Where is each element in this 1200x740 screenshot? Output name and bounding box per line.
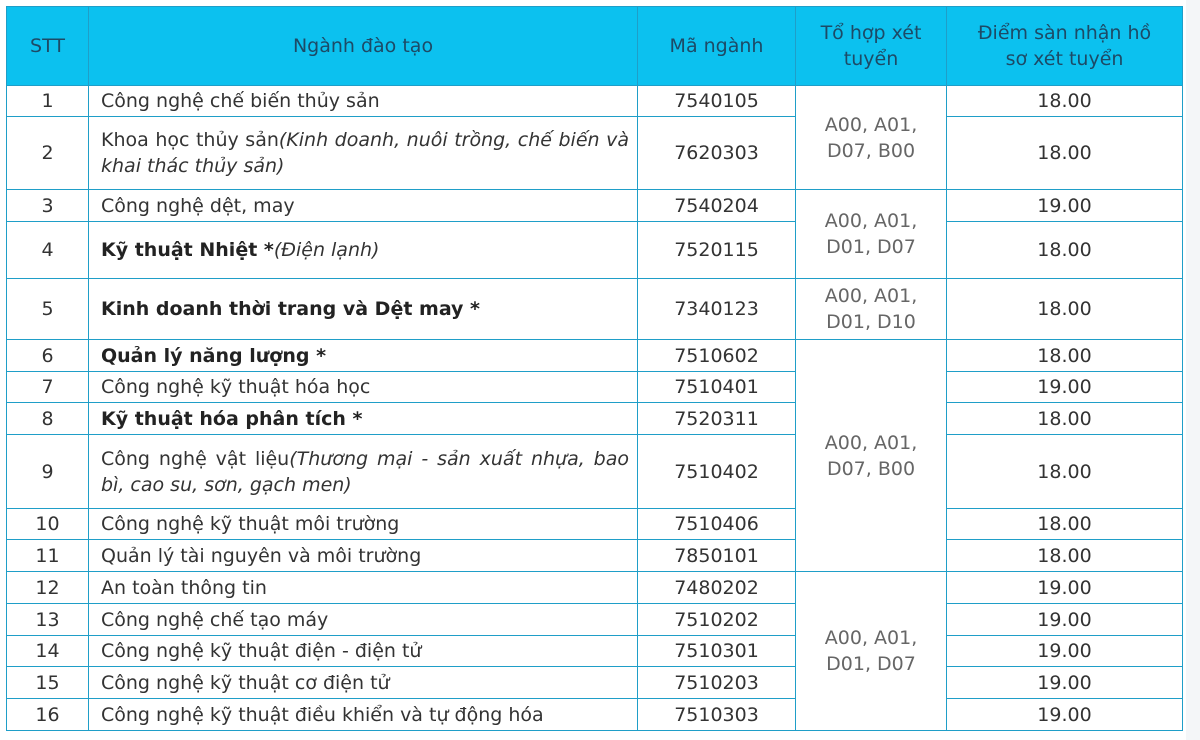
cell-score: 19.00 (947, 636, 1183, 667)
cell-major (89, 509, 638, 540)
table-row (7, 667, 1183, 699)
cell-major (89, 540, 638, 572)
cell-major (89, 190, 638, 222)
cell-code: 7510406 (638, 509, 796, 540)
cell-stt: 3 (7, 190, 89, 222)
cell-score: 19.00 (947, 699, 1183, 731)
cell-score: 18.00 (947, 222, 1183, 279)
cell-stt: 13 (7, 604, 89, 636)
cell-major (89, 604, 638, 636)
cell-score: 19.00 (947, 604, 1183, 636)
major-name: Công nghệ kỹ thuật môi trường (101, 513, 400, 535)
major-name: Công nghệ kỹ thuật hóa học (101, 376, 371, 398)
cell-code: 7850101 (638, 540, 796, 572)
header-combo (796, 7, 947, 86)
cell-code: 7510303 (638, 699, 796, 731)
major-note: (Thương mại - sản xuất nhựa, bao bì, cao su, sơn, gạch men) (101, 447, 629, 496)
table-row (7, 222, 1183, 279)
header-score-label: Điểm sàn nhận hồ sơ xét tuyển (977, 22, 1152, 70)
cell-major (89, 699, 638, 731)
header-stt: STT (7, 7, 89, 86)
cell-major (89, 636, 638, 667)
cell-combo (796, 86, 947, 190)
table-row (7, 372, 1183, 403)
cell-stt: 9 (7, 435, 89, 509)
table-row (7, 86, 1183, 117)
major-name: Kỹ thuật hóa phân tích * (101, 407, 363, 430)
cell-stt: 12 (7, 572, 89, 604)
major-name: Công nghệ chế tạo máy (101, 608, 329, 631)
cell-stt: 16 (7, 699, 89, 731)
cell-code: 7620303 (638, 117, 796, 190)
cell-score: 18.00 (947, 340, 1183, 372)
cell-code: 7520115 (638, 222, 796, 279)
cell-score: 18.00 (947, 403, 1183, 435)
cell-score: 19.00 (947, 667, 1183, 699)
cell-score: 18.00 (947, 117, 1183, 190)
cell-code: 7540105 (638, 86, 796, 117)
cell-stt: 15 (7, 667, 89, 699)
cell-combo (796, 572, 947, 731)
cell-code: 7340123 (638, 279, 796, 340)
cell-major (89, 117, 638, 190)
page-edge (1186, 0, 1200, 740)
cell-major (89, 372, 638, 403)
major-name: Khoa học thủy sản (101, 129, 279, 151)
combo-text: A00, A01, D01, D10 (824, 285, 918, 333)
header-score (947, 7, 1183, 86)
cell-code: 7520311 (638, 403, 796, 435)
cell-code: 7510401 (638, 372, 796, 403)
major-name: Công nghệ dệt, may (101, 194, 295, 217)
table-row (7, 190, 1183, 222)
table-row (7, 540, 1183, 572)
table-row (7, 403, 1183, 435)
major-name: Công nghệ kỹ thuật điện - điện tử (101, 640, 422, 662)
table-row (7, 572, 1183, 604)
cell-code: 7510602 (638, 340, 796, 372)
table-row (7, 699, 1183, 731)
cell-code: 7540204 (638, 190, 796, 222)
cell-combo (796, 190, 947, 279)
major-note: (Điện lạnh) (273, 239, 380, 261)
cell-score: 19.00 (947, 190, 1183, 222)
major-name: Công nghệ kỹ thuật cơ điện tử (101, 671, 390, 694)
cell-stt: 14 (7, 636, 89, 667)
combo-text: A00, A01, D07, B00 (824, 113, 918, 162)
cell-code: 7480202 (638, 572, 796, 604)
header-code: Mã ngành (638, 7, 796, 86)
header-row (7, 7, 1183, 86)
cell-major (89, 403, 638, 435)
cell-major (89, 667, 638, 699)
major-name: Kỹ thuật Nhiệt * (101, 239, 274, 261)
cell-score: 18.00 (947, 435, 1183, 509)
table-row (7, 279, 1183, 340)
major-name: Công nghệ chế biến thủy sản (101, 90, 380, 112)
major-name: Quản lý năng lượng * (101, 344, 327, 367)
cell-major (89, 222, 638, 279)
major-name: An toàn thông tin (101, 576, 267, 599)
cell-score: 18.00 (947, 540, 1183, 572)
cell-major (89, 572, 638, 604)
major-name: Công nghệ kỹ thuật điều khiển và tự động hóa (101, 703, 544, 726)
header-major: Ngành đào tạo (89, 7, 638, 86)
cell-stt: 6 (7, 340, 89, 372)
major-note: (Kinh doanh, nuôi trồng, chế biến và khai thác thủy sản) (101, 129, 629, 177)
cell-major (89, 435, 638, 509)
cell-stt: 11 (7, 540, 89, 572)
combo-text: A00, A01, D01, D07 (824, 627, 918, 675)
admission-score-table (6, 6, 1183, 731)
table-row (7, 435, 1183, 509)
cell-stt: 5 (7, 279, 89, 340)
cell-stt: 2 (7, 117, 89, 190)
cell-major (89, 86, 638, 117)
combo-text: A00, A01, D07, B00 (824, 431, 918, 480)
cell-code: 7510203 (638, 667, 796, 699)
cell-stt: 7 (7, 372, 89, 403)
cell-code: 7510301 (638, 636, 796, 667)
cell-stt: 4 (7, 222, 89, 279)
cell-combo (796, 340, 947, 572)
major-name: Kinh doanh thời trang và Dệt may * (101, 298, 480, 320)
header-combo-label: Tổ hợp xét tuyển (820, 22, 922, 70)
cell-score: 18.00 (947, 509, 1183, 540)
major-name: Quản lý tài nguyên và môi trường (101, 544, 422, 567)
cell-stt: 8 (7, 403, 89, 435)
cell-code: 7510402 (638, 435, 796, 509)
cell-score: 19.00 (947, 572, 1183, 604)
combo-text: A00, A01, D01, D07 (824, 210, 918, 258)
cell-major (89, 340, 638, 372)
table-row (7, 340, 1183, 372)
cell-score: 18.00 (947, 279, 1183, 340)
table-row (7, 604, 1183, 636)
cell-stt: 10 (7, 509, 89, 540)
cell-code: 7510202 (638, 604, 796, 636)
cell-score: 19.00 (947, 372, 1183, 403)
table-row (7, 636, 1183, 667)
cell-combo (796, 279, 947, 340)
cell-stt: 1 (7, 86, 89, 117)
major-name: Công nghệ vật liệu (101, 447, 290, 470)
cell-major (89, 279, 638, 340)
table-row (7, 117, 1183, 190)
table-row (7, 509, 1183, 540)
cell-score: 18.00 (947, 86, 1183, 117)
